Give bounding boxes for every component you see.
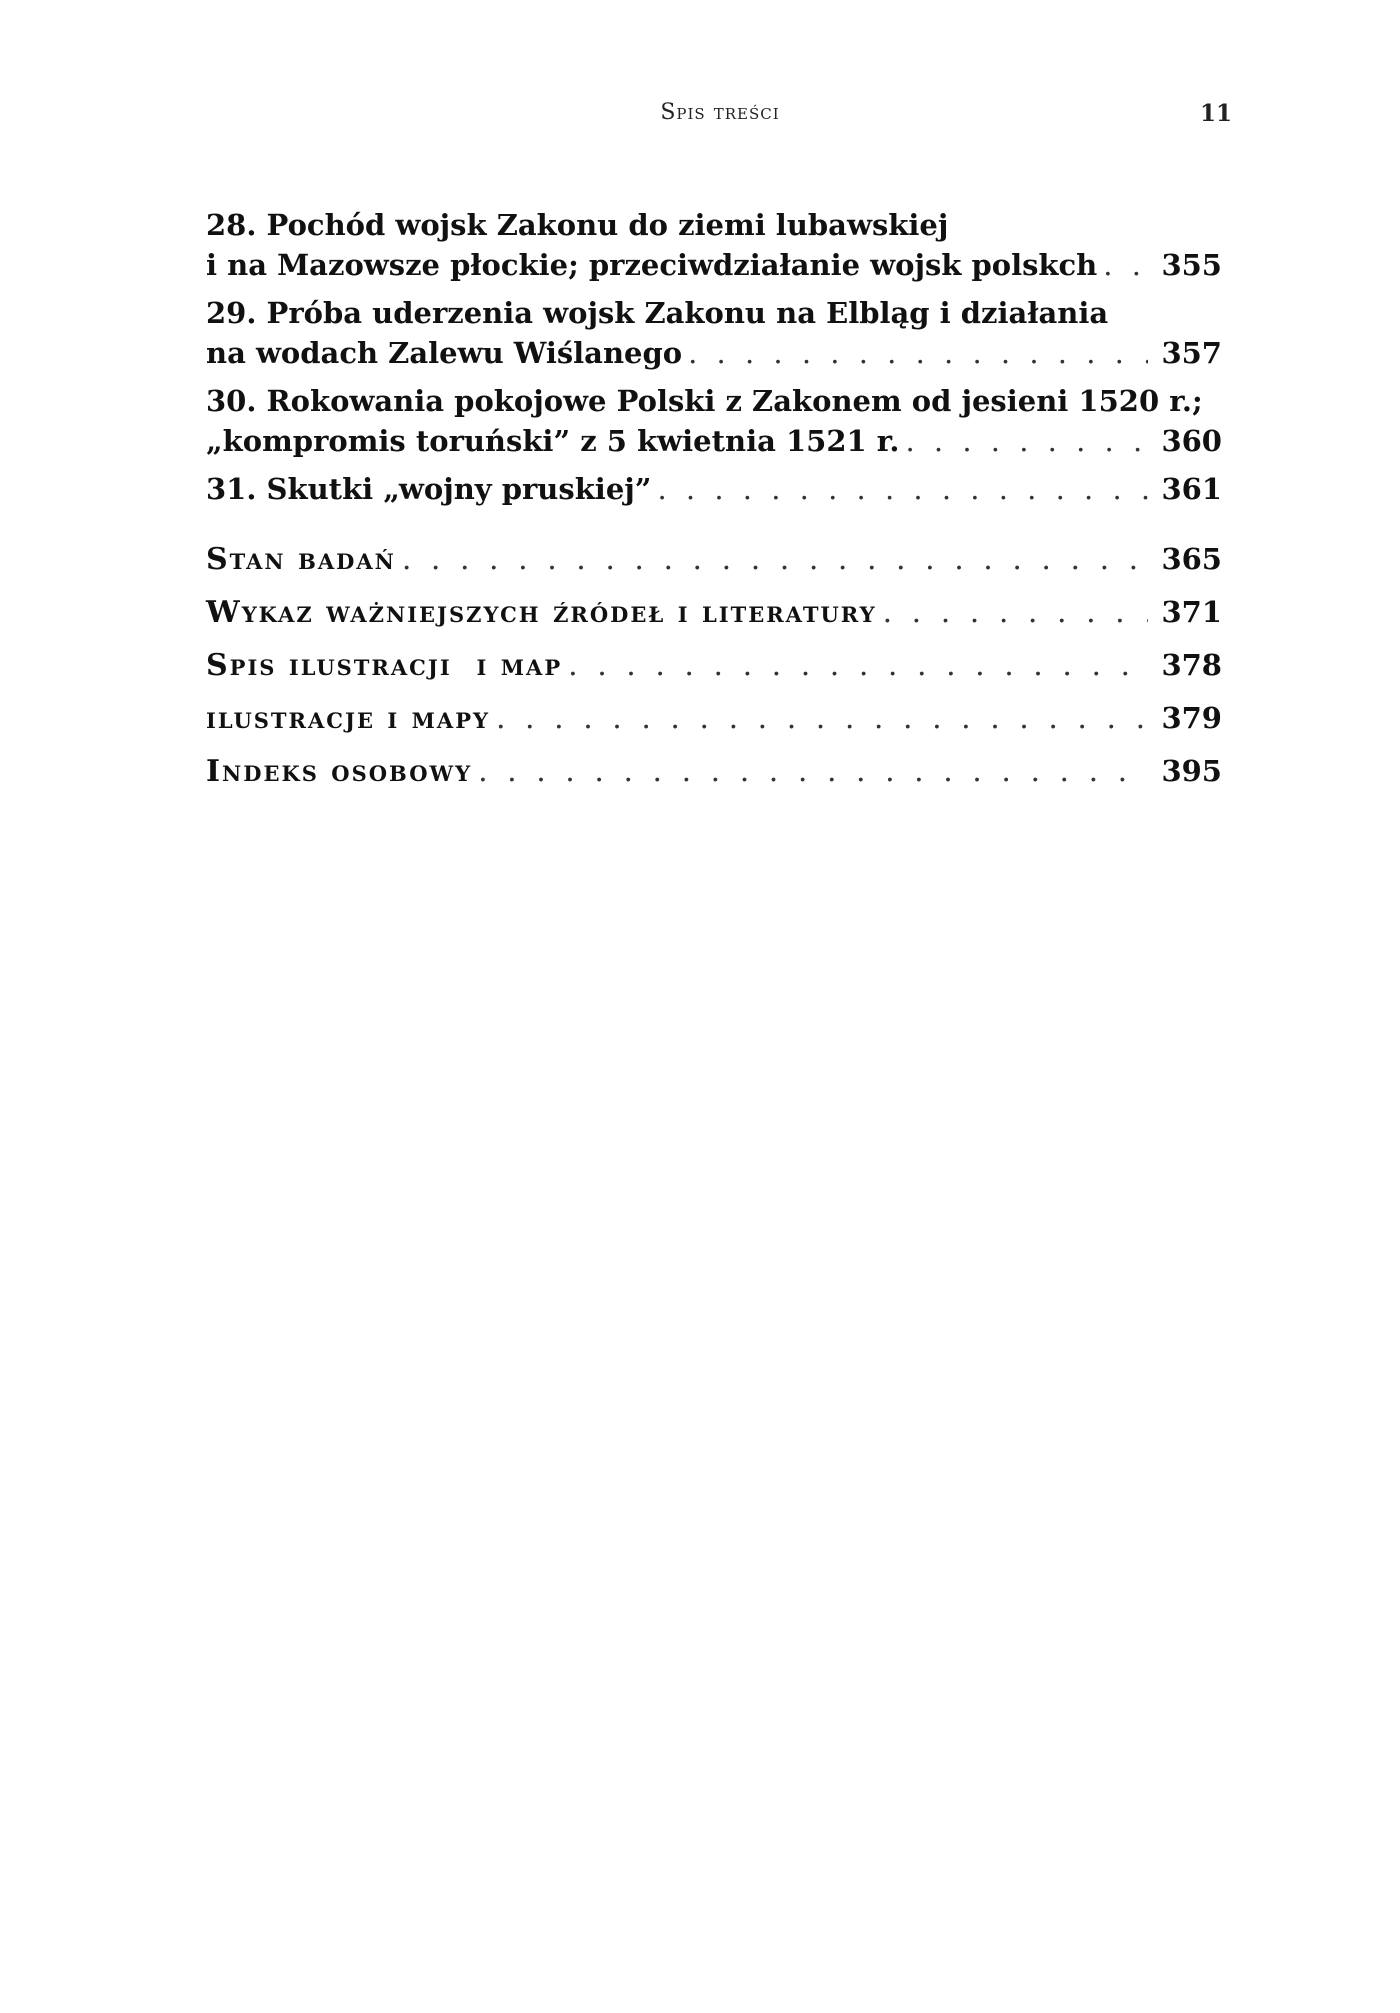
dot-leader — [478, 752, 1148, 792]
toc-entry-row — [206, 592, 1222, 633]
toc-page-number: 355 — [1161, 248, 1222, 282]
toc-entry-row — [206, 333, 1222, 373]
toc-entry-row — [206, 645, 1222, 686]
toc-entry-row — [206, 469, 1222, 509]
toc-entry-31[interactable] — [206, 469, 1222, 509]
toc-section-title: ilustracje i mapy — [206, 701, 490, 736]
toc-entry-ilustracje-i-mapy[interactable] — [206, 698, 1222, 739]
toc-entry-row — [206, 245, 1222, 285]
toc-page-number: 360 — [1161, 424, 1222, 458]
toc-section-title: Indeks osobowy — [206, 754, 473, 789]
dot-leader — [906, 421, 1149, 461]
dot-leader — [1103, 245, 1148, 285]
toc-page-number: 395 — [1161, 754, 1222, 788]
toc-entry-title-line1: 29. Próba uderzenia wojsk Zakonu na Elbląg i działania — [206, 296, 1109, 330]
toc-entry-29[interactable] — [206, 293, 1222, 373]
toc-entry-title-line2: „kompromis toruński” z 5 kwietnia 1521 r. — [206, 424, 900, 458]
running-head: Spis treści — [660, 100, 780, 125]
toc-entry-row — [206, 539, 1222, 580]
page-header — [0, 100, 1400, 140]
toc-entry-row — [206, 421, 1222, 461]
toc-entry-title-line1: 28. Pochód wojsk Zakonu do ziemi lubawskiej — [206, 208, 949, 242]
toc-entry-28[interactable] — [206, 205, 1222, 285]
toc-page-number: 365 — [1161, 542, 1222, 576]
toc-page-number: 371 — [1161, 595, 1222, 629]
dot-leader — [568, 646, 1148, 686]
toc-entry-title: 31. Skutki „wojny pruskiej” — [206, 472, 652, 506]
toc-section-title: Spis ilustracji i map — [206, 648, 563, 683]
dot-leader — [883, 593, 1148, 633]
toc-page-number: 361 — [1161, 472, 1222, 506]
page-number: 11 — [1199, 100, 1232, 127]
dot-leader — [688, 333, 1148, 373]
toc-entry-30[interactable] — [206, 381, 1222, 461]
toc-major-sections — [206, 539, 1222, 792]
dot-leader — [496, 699, 1148, 739]
toc-page-number: 357 — [1161, 336, 1222, 370]
dot-leader — [402, 540, 1148, 580]
toc-section-title: Stan badań — [206, 542, 396, 577]
table-of-contents — [206, 205, 1222, 804]
toc-entry-row — [206, 751, 1222, 792]
toc-entry-title-line2: na wodach Zalewu Wiślanego — [206, 336, 683, 370]
dot-leader — [657, 469, 1148, 509]
toc-page-number: 379 — [1161, 701, 1222, 735]
toc-page-number: 378 — [1161, 648, 1222, 682]
toc-entry-title-line1: 30. Rokowania pokojowe Polski z Zakonem od jesieni 1520 r.; — [206, 384, 1203, 418]
toc-entry-row — [206, 698, 1222, 739]
toc-entry-title-line2: i na Mazowsze płockie; przeciwdziałanie wojsk polskch — [206, 248, 1098, 282]
toc-entry-indeks-osobowy[interactable] — [206, 751, 1222, 792]
toc-entry-stan-badan[interactable] — [206, 539, 1222, 580]
toc-entry-wykaz-zrodel[interactable] — [206, 592, 1222, 633]
toc-section-title: Wykaz ważniejszych źródeł i literatury — [206, 595, 877, 630]
toc-entry-spis-ilustracji[interactable] — [206, 645, 1222, 686]
